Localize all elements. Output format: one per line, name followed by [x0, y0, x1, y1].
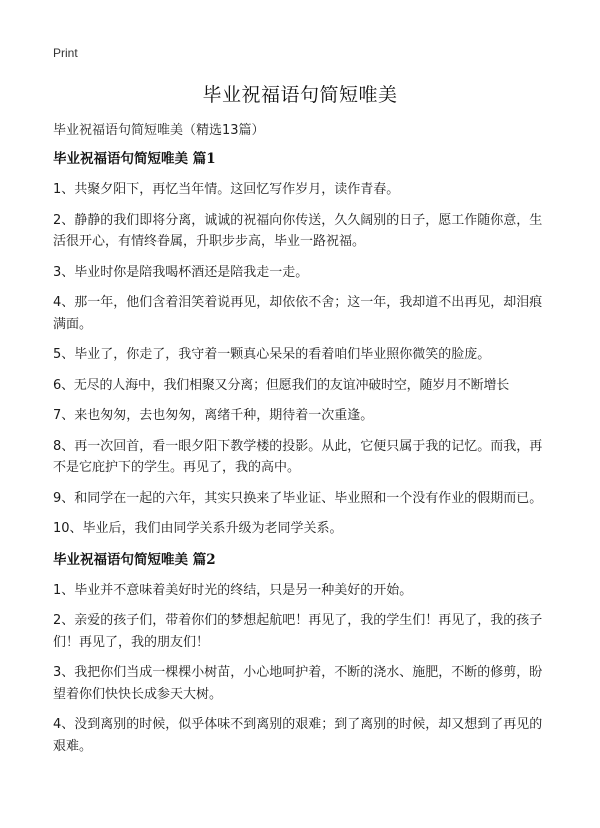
paragraph: 2、亲爱的孩子们，带着你们的梦想起航吧！再见了，我的学生们！再见了，我的孩子们！再见了，我的朋友们！ — [53, 613, 543, 650]
print-label: Print — [53, 46, 78, 60]
paragraph: 10、毕业后，我们由同学关系升级为老同学关系。 — [53, 521, 343, 536]
document-title: 毕业祝福语句简短唯美 — [202, 84, 398, 106]
paragraph: 5、毕业了，你走了，我守着一颗真心呆呆的看着咱们毕业照你微笑的脸庞。 — [53, 347, 491, 362]
section-heading: 毕业祝福语句简短唯美 篇2 — [53, 551, 216, 568]
paragraph: 6、无尽的人海中，我们相聚又分离；但愿我们的友谊冲破时空，随岁月不断增长 — [53, 377, 510, 393]
document-subtitle: 毕业祝福语句简短唯美（精选13篇） — [53, 123, 265, 138]
paragraph: 1、毕业并不意味着美好时光的终结，只是另一种美好的开始。 — [53, 582, 413, 598]
paragraph: 7、来也匆匆，去也匆匆，离绪千种，期待着一次重逢。 — [53, 408, 374, 423]
paragraph: 8、再一次回首，看一眼夕阳下教学楼的投影。从此，它便只属于我的记忆。而我，再不是它庇护下的学生。再见了，我的高中。 — [53, 438, 543, 475]
section-heading: 毕业祝福语句简短唯美 篇1 — [53, 151, 216, 167]
paragraph: 4、那一年，他们含着泪笑着说再见，却依依不舍；这一年，我却道不出再见，却泪痕满面。 — [53, 295, 543, 332]
paragraph: 3、我把你们当成一棵棵小树苗，小心地呵护着，不断的浇水、施肥，不断的修剪，盼望着你们快快长成参天大树。 — [53, 665, 543, 702]
paragraph: 2、静静的我们即将分离，诚诚的祝福向你传送，久久阔别的日子，愿工作随你意，生活很开心，有情终眷属，升职步步高，毕业一路祝福。 — [53, 212, 543, 249]
paragraph: 1、共聚夕阳下，再忆当年情。这回忆写作岁月，读作青春。 — [53, 182, 400, 197]
paragraph: 3、毕业时你是陪我喝杯酒还是陪我走一走。 — [53, 264, 309, 280]
document-body — [53, 148, 548, 766]
paragraph: 4、没到离别的时候，似乎体味不到离别的艰难；到了离别的时候，却又想到了再见的艰难。 — [53, 717, 543, 754]
paragraph: 9、和同学在一起的六年，其实只换来了毕业证、毕业照和一个没有作业的假期而已。 — [53, 490, 543, 506]
